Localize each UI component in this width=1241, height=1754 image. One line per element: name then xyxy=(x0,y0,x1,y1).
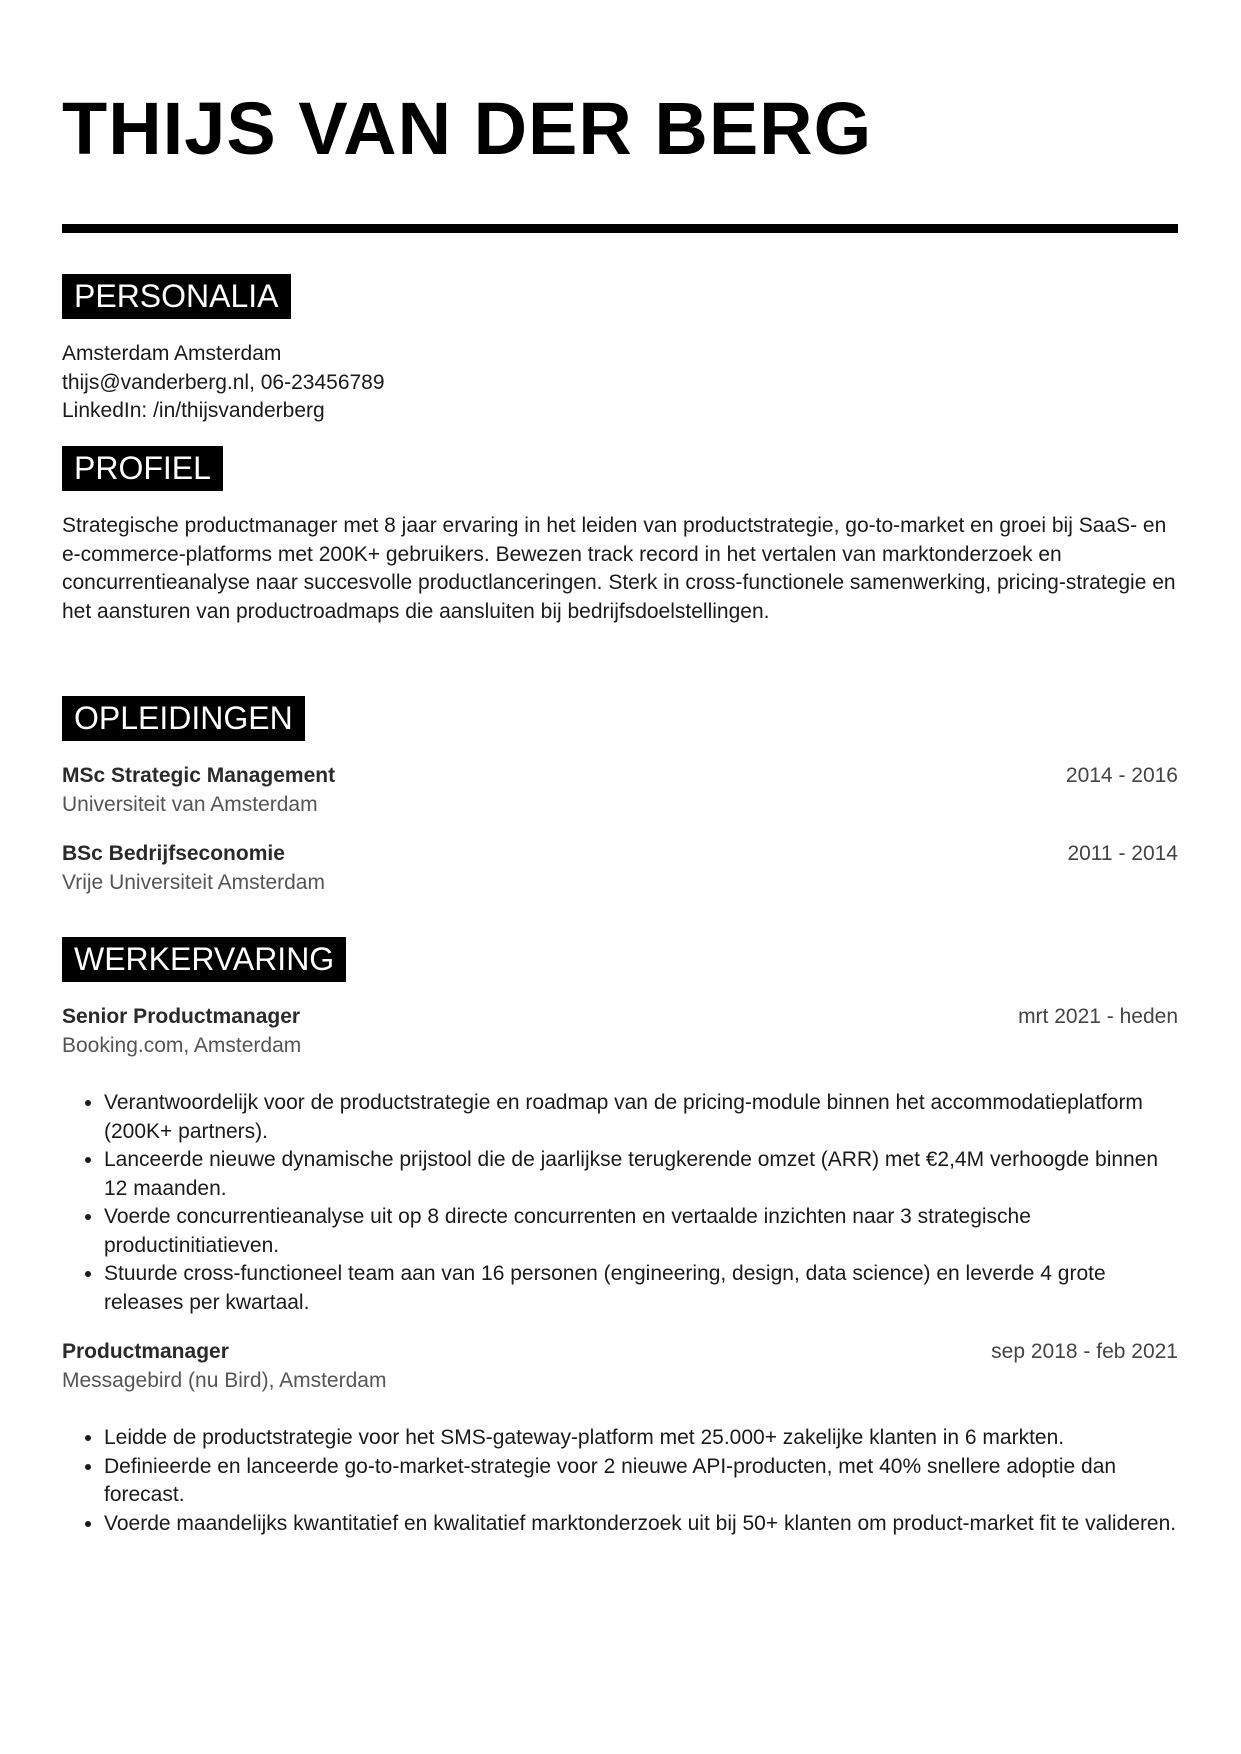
header-divider xyxy=(62,224,1178,233)
profile-summary: Strategische productmanager met 8 jaar ervaring in het leiden van productstrategie, go-to-market en groei bij SaaS- en e-commerce-platforms met 200K+ gebruikers. Bewezen track record in het vertalen van marktonderzoek en concurrentieanalyse naar succesvolle productlanceringen. Sterk in cross-functionele samenwerking, pricing-strategie en het aansturen van productroadmaps die aansluiten bij bedrijfsdoelstellingen. xyxy=(62,514,1176,623)
job-achievements xyxy=(62,1089,1178,1317)
education-period: 2011 - 2014 xyxy=(1067,842,1178,865)
education-degree: MSc Strategic Management xyxy=(62,764,336,787)
education-degree: BSc Bedrijfseconomie xyxy=(62,842,285,865)
job-period: mrt 2021 - heden xyxy=(1018,1005,1178,1028)
job-achievement-item: • Voerde concurrentieanalyse uit op 8 directe concurrenten en vertaalde inzichten naar 3 strategische productinitiatieven. xyxy=(104,1203,1178,1260)
job-achievement-item: • Leidde de productstrategie voor het SMS-gateway-platform met 25.000+ zakelijke klanten in 6 markten. xyxy=(104,1424,1178,1453)
personal-linkedin: LinkedIn: /in/thijsvanderberg xyxy=(62,399,325,422)
job-achievements xyxy=(62,1424,1178,1538)
education-institution: Vrije Universiteit Amsterdam xyxy=(62,870,325,894)
personal-location: Amsterdam Amsterdam xyxy=(62,342,282,365)
job-period: sep 2018 - feb 2021 xyxy=(991,1340,1178,1363)
education-entry xyxy=(62,840,1178,897)
job-title: Senior Productmanager xyxy=(62,1005,301,1028)
job-achievement-item: • Definieerde en lanceerde go-to-market-strategie voor 2 nieuwe API-producten, met 40% snellere adoptie dan forecast. xyxy=(104,1453,1178,1510)
job-company: Booking.com, Amsterdam xyxy=(62,1033,302,1057)
section-heading-opleidingen: OPLEIDINGEN xyxy=(62,696,305,741)
job-achievement-item: • Stuurde cross-functioneel team aan van 16 personen (engineering, design, data science) en leverde 4 grote releases per kwartaal. xyxy=(104,1260,1178,1317)
job-title: Productmanager xyxy=(62,1340,229,1363)
job-achievement-item: • Lanceerde nieuwe dynamische prijstool die de jaarlijkse terugkerende omzet (ARR) met €2,4M verhoogde binnen 12 maanden. xyxy=(104,1146,1178,1203)
candidate-name: THIJS VAN DER BERG xyxy=(62,87,873,170)
job-achievement-item: • Voerde maandelijks kwantitatief en kwalitatief marktonderzoek uit bij 50+ klanten om product-market fit te valideren. xyxy=(104,1510,1178,1539)
section-heading-werkervaring: WERKERVARING xyxy=(62,937,346,982)
education-period: 2014 - 2016 xyxy=(1065,764,1178,787)
section-heading-personalia: PERSONALIA xyxy=(62,274,291,319)
job-achievement-item: • Verantwoordelijk voor de productstrategie en roadmap van de pricing-module binnen het accommodatieplatform (200K+ partners). xyxy=(104,1089,1178,1146)
job-entry xyxy=(62,1003,1178,1060)
section-heading-profiel: PROFIEL xyxy=(62,446,223,491)
education-institution: Universiteit van Amsterdam xyxy=(62,792,318,816)
job-company: Messagebird (nu Bird), Amsterdam xyxy=(62,1368,387,1392)
education-entry xyxy=(62,762,1178,819)
job-entry xyxy=(62,1338,1178,1395)
personal-contact: thijs@vanderberg.nl, 06-23456789 xyxy=(62,370,385,394)
